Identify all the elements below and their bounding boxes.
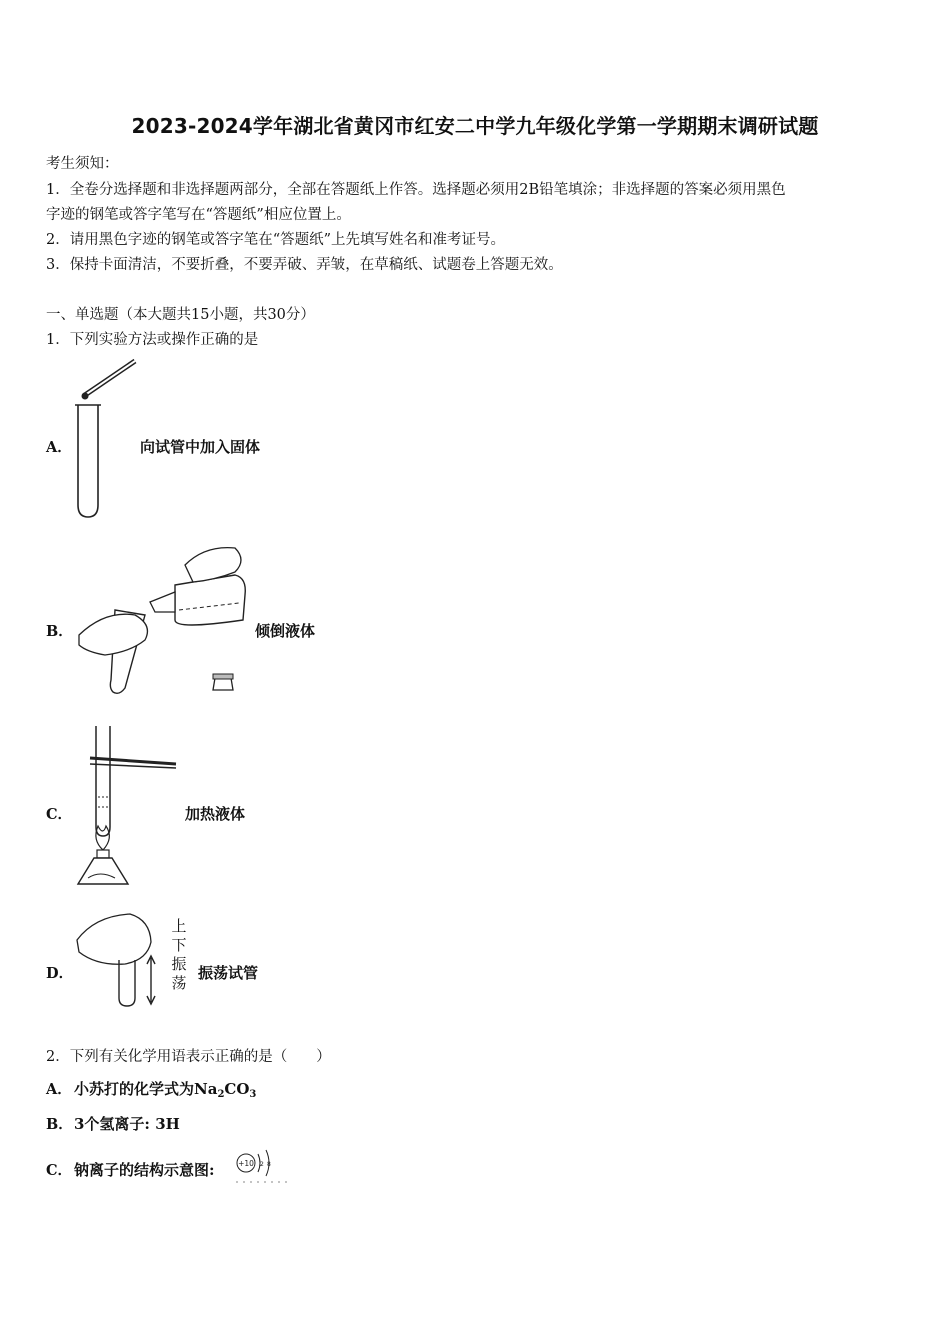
notice-item-1-cont: 字迹的钢笔或答字笔写在“答题纸”相应位置上。 [46, 207, 351, 223]
shake-direction-label [170, 917, 188, 993]
notice-heading: 考生须知： [46, 156, 119, 172]
page-title: 2023-2024学年湖北省黄冈市红安二中学九年级化学第一学期期末调研试题 [131, 114, 819, 138]
pouring-liquid-figure [75, 540, 250, 695]
q2-option-c-text: 钠离子的结构示意图: [74, 1161, 215, 1179]
question-2-stem: 2．下列有关化学用语表示正确的是（ ） [46, 1049, 331, 1065]
q1-option-b-letter: B． [46, 623, 73, 640]
q2-option-a-mid: CO [224, 1080, 250, 1098]
notice-item-2: 2．请用黑色字迹的钢笔或答字笔在“答题纸”上先填写姓名和准考证号。 [46, 232, 506, 248]
heating-liquid-figure [70, 722, 185, 892]
shaking-tube-figure [75, 910, 170, 1010]
shake-label-char-3: 振 [171, 955, 187, 973]
question-1-stem: 1．下列实验方法或操作正确的是 [46, 332, 259, 348]
shake-label-char-2: 下 [171, 936, 187, 954]
q2-option-b-letter: B． [46, 1116, 73, 1133]
sodium-ion-structure-diagram [234, 1148, 294, 1184]
q1-option-b-text: 倾倒液体 [255, 622, 316, 640]
q1-option-d-letter: D． [46, 965, 74, 982]
q1-option-c-text: 加热液体 [185, 805, 246, 823]
shake-label-char-1: 上 [171, 917, 187, 935]
test-tube-spatula-figure [70, 355, 150, 520]
q1-option-a-letter: A． [46, 439, 72, 456]
notice-item-3: 3．保持卡面清洁，不要折叠，不要弄破、弄皱，在草稿纸、试题卷上答题无效。 [46, 257, 563, 273]
q2-option-b-text: 3个氢离子: 3H [74, 1115, 180, 1133]
section-heading: 一、单选题（本大题共15小题，共30分） [46, 307, 315, 323]
q2-option-a-letter: A． [46, 1081, 72, 1098]
shake-label-char-4: 荡 [171, 974, 187, 992]
q2-option-a-text-main: 小苏打的化学式为Na [74, 1080, 218, 1098]
shell-1-electrons: 2 [260, 1161, 264, 1168]
q1-option-c-letter: C． [46, 806, 73, 823]
notice-item-1: 1．全卷分选择题和非选择题两部分，全部在答题纸上作答。选择题必须用2B铅笔填涂；非选择题的答案必须用黑色 [46, 182, 786, 198]
q2-option-c-letter: C． [46, 1162, 73, 1179]
nucleus-charge: +10 [238, 1159, 254, 1168]
q2-option-a-sub2: 3 [249, 1089, 257, 1100]
q1-option-d-text: 振荡试管 [198, 964, 259, 982]
shell-2-electrons: 8 [267, 1161, 271, 1168]
q1-option-a-text: 向试管中加入固体 [140, 438, 261, 456]
q2-option-a-text [74, 1078, 256, 1100]
q2-option-a-sub1: 2 [217, 1089, 225, 1100]
